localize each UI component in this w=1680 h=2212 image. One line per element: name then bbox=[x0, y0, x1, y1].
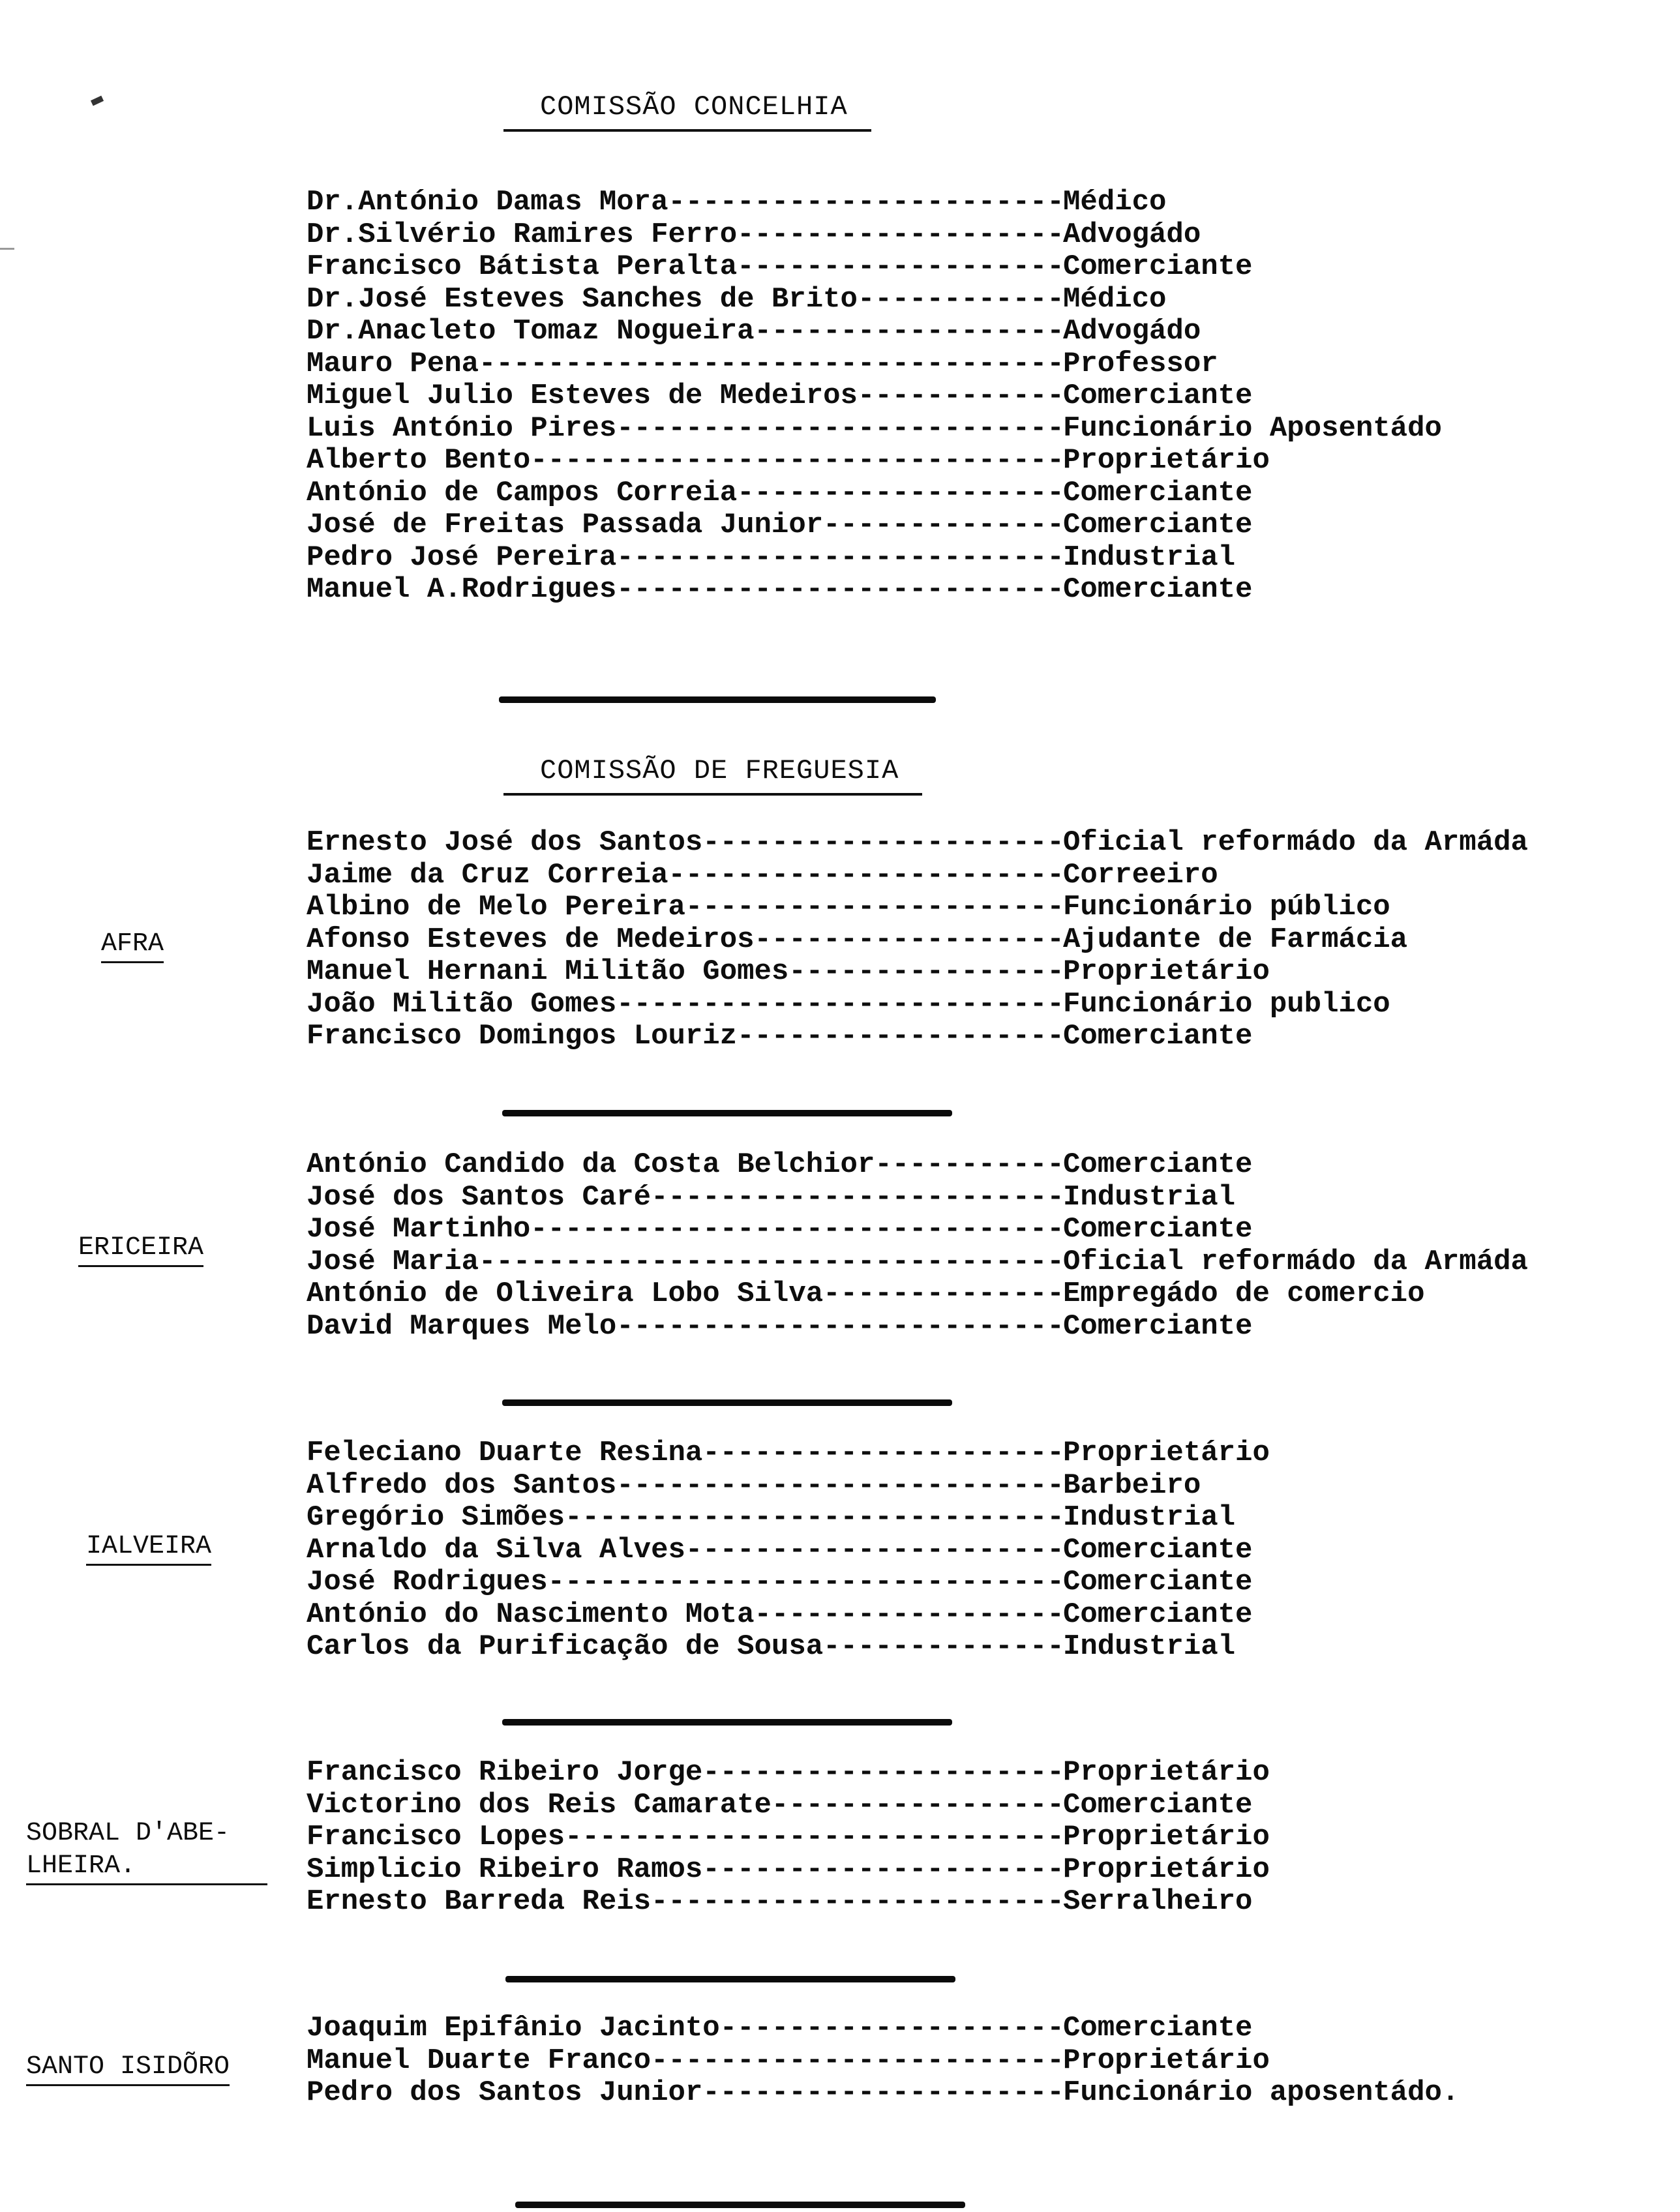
member-name: Ernesto Barreda Reis ----- bbox=[307, 1886, 1063, 1919]
parish-label-sobral-line2: LHEIRA. bbox=[26, 1852, 267, 1885]
member-occupation: Comerciante bbox=[1063, 1020, 1253, 1053]
member-occupation: Serralheiro bbox=[1063, 1885, 1253, 1918]
member-name: Francisco Lopes ----- bbox=[307, 1821, 1063, 1854]
member-row bbox=[307, 891, 1663, 924]
member-name: Pedro José Pereira ----- bbox=[307, 542, 1063, 575]
member-name: Luis António Pires ----- bbox=[307, 413, 1063, 445]
member-occupation: Comerciante bbox=[1063, 250, 1253, 283]
member-row bbox=[307, 1021, 1663, 1053]
member-occupation: Médico bbox=[1063, 186, 1167, 218]
member-name: António Candido da Costa Belchior ----- bbox=[307, 1149, 1063, 1182]
member-name: Joaquim Epifânio Jacinto ----- bbox=[307, 2012, 1063, 2045]
member-name: David Marques Melo ----- bbox=[307, 1311, 1063, 1343]
member-occupation: Médico bbox=[1063, 282, 1167, 316]
member-row bbox=[307, 316, 1663, 348]
member-name: Miguel Julio Esteves de Medeiros ----- bbox=[307, 380, 1063, 413]
member-row bbox=[307, 1182, 1663, 1214]
parish-members-sobral bbox=[307, 1757, 1663, 1919]
freguesia-title: COMISSÃO DE FREGUESIA bbox=[503, 755, 922, 796]
member-row bbox=[307, 989, 1663, 1021]
member-name: Alfredo dos Santos ----- bbox=[307, 1470, 1063, 1502]
member-occupation: Funcionário público bbox=[1063, 891, 1390, 923]
member-occupation: Industrial bbox=[1063, 1180, 1236, 1214]
member-row bbox=[307, 477, 1663, 510]
member-name: Jaime da Cruz Correia ----- bbox=[307, 859, 1063, 892]
member-occupation: Industrial bbox=[1063, 1630, 1236, 1663]
member-row bbox=[307, 1149, 1663, 1182]
member-row bbox=[307, 1599, 1663, 1632]
scan-speck bbox=[0, 248, 14, 250]
member-row bbox=[307, 413, 1663, 445]
member-name: Afonso Esteves de Medeiros ----- bbox=[307, 924, 1063, 957]
member-row bbox=[307, 251, 1663, 284]
section-divider bbox=[515, 2202, 965, 2208]
member-occupation: Proprietário bbox=[1063, 444, 1270, 477]
parish-label-ericeira: ERICEIRA bbox=[78, 1234, 203, 1267]
member-name: João Militão Gomes ----- bbox=[307, 989, 1063, 1021]
member-occupation: Industrial bbox=[1063, 1501, 1236, 1534]
member-name: José Rodrigues ----- bbox=[307, 1566, 1063, 1599]
member-row bbox=[307, 2077, 1663, 2110]
member-row bbox=[307, 1311, 1663, 1343]
member-row bbox=[307, 827, 1663, 859]
member-name: Dr.António Damas Mora ----- bbox=[307, 187, 1063, 219]
member-row bbox=[307, 284, 1663, 316]
member-row bbox=[307, 1631, 1663, 1664]
member-row bbox=[307, 2012, 1663, 2045]
parish-label-sobral-line1: SOBRAL D'ABE- bbox=[26, 1819, 230, 1848]
member-name: José Maria ----- bbox=[307, 1246, 1063, 1279]
member-occupation: Advogádo bbox=[1063, 218, 1201, 251]
member-row bbox=[307, 574, 1663, 606]
member-row bbox=[307, 1566, 1663, 1599]
member-row bbox=[307, 1821, 1663, 1854]
member-name: Manuel Hernani Militão Gomes ----- bbox=[307, 956, 1063, 989]
member-name: Albino de Melo Pereira ----- bbox=[307, 891, 1063, 924]
member-name: António do Nascimento Mota ----- bbox=[307, 1599, 1063, 1632]
parish-members-ericeira bbox=[307, 1149, 1663, 1343]
member-row bbox=[307, 1757, 1663, 1789]
member-name: Arnaldo da Silva Alves ----- bbox=[307, 1534, 1063, 1567]
parish-members-santo-isidoro bbox=[307, 2012, 1663, 2110]
member-name: António de Campos Correia ----- bbox=[307, 477, 1063, 510]
member-occupation: Proprietário bbox=[1063, 955, 1270, 988]
member-occupation: Proprietário bbox=[1063, 2044, 1270, 2077]
member-occupation: Correeiro bbox=[1063, 858, 1218, 891]
member-row bbox=[307, 2045, 1663, 2078]
member-name: Manuel Duarte Franco ----- bbox=[307, 2045, 1063, 2078]
member-name: Carlos da Purificação de Sousa ----- bbox=[307, 1631, 1063, 1664]
member-occupation: Empregádo de comercio bbox=[1063, 1278, 1425, 1310]
member-occupation: Funcionário Aposentádo bbox=[1063, 411, 1442, 445]
member-name: Dr.José Esteves Sanches de Brito ----- bbox=[307, 284, 1063, 316]
member-name: Francisco Ribeiro Jorge ----- bbox=[307, 1757, 1063, 1789]
member-occupation: Oficial reformádo da Armáda bbox=[1063, 1245, 1528, 1278]
member-occupation: Advogádo bbox=[1063, 315, 1201, 348]
member-name: Feleciano Duarte Resina ----- bbox=[307, 1437, 1063, 1470]
member-row bbox=[307, 1437, 1663, 1470]
member-row bbox=[307, 348, 1663, 381]
member-name: José de Freitas Passada Junior ----- bbox=[307, 509, 1063, 542]
member-row bbox=[307, 1214, 1663, 1246]
member-name: Gregório Simões ----- bbox=[307, 1502, 1063, 1534]
member-name: José dos Santos Caré ----- bbox=[307, 1182, 1063, 1214]
member-row bbox=[307, 924, 1663, 957]
member-occupation: Industrial bbox=[1063, 541, 1236, 574]
member-occupation: Comerciante bbox=[1063, 1213, 1253, 1246]
member-name: Victorino dos Reis Camarate ----- bbox=[307, 1789, 1063, 1822]
member-row bbox=[307, 219, 1663, 252]
member-row bbox=[307, 542, 1663, 575]
section-divider bbox=[502, 1110, 952, 1116]
member-name: Mauro Pena ----- bbox=[307, 348, 1063, 381]
member-occupation: Comerciante bbox=[1063, 573, 1253, 606]
parish-label-santo-isidoro: SANTO ISIDÕRO bbox=[26, 2053, 230, 2086]
member-name: Dr.Silvério Ramires Ferro ----- bbox=[307, 219, 1063, 252]
member-name: Francisco Bátista Peralta ----- bbox=[307, 251, 1063, 284]
member-occupation: Comerciante bbox=[1063, 2012, 1253, 2044]
member-row bbox=[307, 445, 1663, 477]
member-name: Pedro dos Santos Junior ----- bbox=[307, 2077, 1063, 2110]
member-row bbox=[307, 1886, 1663, 1919]
member-occupation: Funcionário aposentádo. bbox=[1063, 2076, 1460, 2109]
member-name: Dr.Anacleto Tomaz Nogueira ----- bbox=[307, 316, 1063, 348]
concelhia-title: COMISSÃO CONCELHIA bbox=[503, 91, 871, 132]
member-row bbox=[307, 1246, 1663, 1279]
member-occupation: Oficial reformádo da Armáda bbox=[1063, 826, 1528, 859]
parish-label-malveira: IALVEIRA bbox=[86, 1532, 211, 1566]
section-divider bbox=[505, 1976, 955, 1982]
section-divider bbox=[502, 1399, 952, 1406]
member-name: Simplicio Ribeiro Ramos ----- bbox=[307, 1854, 1063, 1887]
member-row bbox=[307, 509, 1663, 542]
member-name: Francisco Domingos Louriz ----- bbox=[307, 1021, 1063, 1053]
member-name: Alberto Bento ----- bbox=[307, 445, 1063, 477]
member-row bbox=[307, 380, 1663, 413]
parish-members-afra bbox=[307, 827, 1663, 1053]
section-divider bbox=[499, 696, 936, 703]
member-occupation: Comerciante bbox=[1063, 1566, 1253, 1598]
concelhia-members bbox=[307, 187, 1663, 606]
member-row bbox=[307, 1854, 1663, 1887]
member-occupation: Comerciante bbox=[1063, 1148, 1253, 1181]
member-row bbox=[307, 1278, 1663, 1311]
parish-members-malveira bbox=[307, 1437, 1663, 1664]
member-row bbox=[307, 859, 1663, 892]
member-row bbox=[307, 956, 1663, 989]
member-row bbox=[307, 1502, 1663, 1534]
member-row bbox=[307, 1470, 1663, 1502]
member-occupation: Proprietário bbox=[1063, 1821, 1270, 1853]
member-row bbox=[307, 1789, 1663, 1822]
member-occupation: Professor bbox=[1063, 347, 1218, 380]
member-occupation: Comerciante bbox=[1063, 1533, 1253, 1566]
section-divider bbox=[502, 1719, 952, 1726]
member-name: José Martinho ----- bbox=[307, 1214, 1063, 1246]
member-occupation: Proprietário bbox=[1063, 1437, 1270, 1469]
member-occupation: Comerciante bbox=[1063, 1309, 1253, 1343]
member-row bbox=[307, 1534, 1663, 1567]
member-name: Manuel A.Rodrigues ----- bbox=[307, 574, 1063, 606]
member-name: Ernesto José dos Santos ----- bbox=[307, 827, 1063, 859]
member-occupation: Funcionário publico bbox=[1063, 987, 1390, 1021]
member-occupation: Proprietário bbox=[1063, 1853, 1270, 1886]
member-occupation: Comerciante bbox=[1063, 1598, 1253, 1631]
member-occupation: Proprietário bbox=[1063, 1756, 1270, 1789]
member-occupation: Ajudante de Farmácia bbox=[1063, 923, 1408, 956]
member-occupation: Comerciante bbox=[1063, 1788, 1253, 1821]
member-name: António de Oliveira Lobo Silva ----- bbox=[307, 1278, 1063, 1311]
member-occupation: Comerciante bbox=[1063, 476, 1253, 509]
member-occupation: Barbeiro bbox=[1063, 1469, 1201, 1502]
parish-label-afra: AFRA bbox=[101, 930, 164, 963]
member-row bbox=[307, 187, 1663, 219]
member-occupation: Comerciante bbox=[1063, 380, 1253, 412]
member-occupation: Comerciante bbox=[1063, 509, 1253, 541]
scan-speck bbox=[91, 96, 104, 106]
